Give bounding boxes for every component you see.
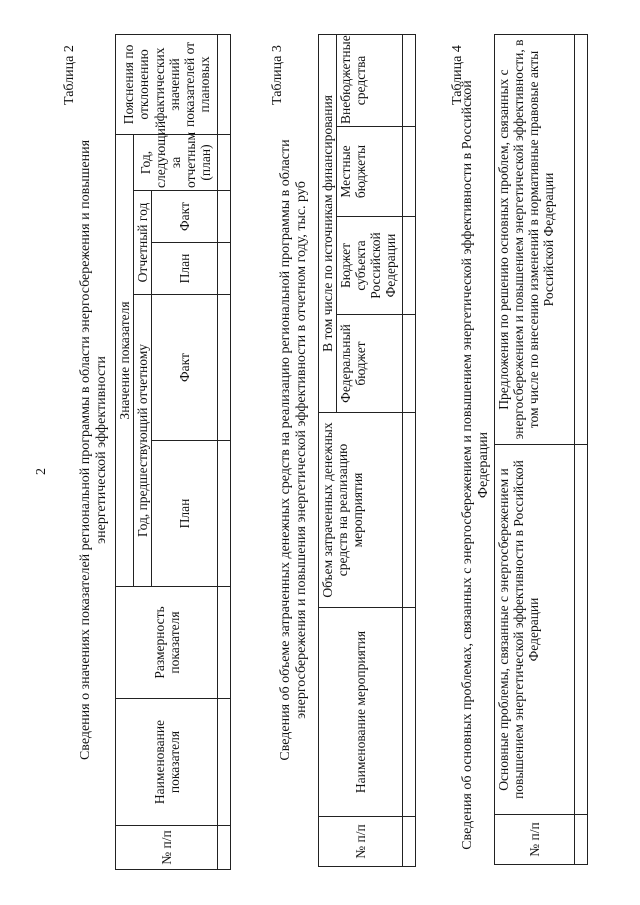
- table2-header-values: Значение показателя: [116, 134, 134, 586]
- table-row: [575, 35, 588, 865]
- table4: [494, 34, 588, 865]
- table2-header-next-year: Год, следующий за отчетным (план): [134, 134, 218, 190]
- table2-header-explanation: Пояснения по отклонению фактических значений показателей от плановых: [116, 34, 218, 134]
- table2-label: Таблица 2: [62, 45, 77, 105]
- table2-header-prev-fact: Факт: [152, 295, 218, 441]
- table3-header-federal: Федеральный бюджет: [337, 315, 403, 413]
- table4-label: Таблица 4: [450, 45, 465, 105]
- table2-header-unit: Размерность показателя: [116, 587, 218, 699]
- page-number: 2: [34, 468, 49, 475]
- table3-header-sources: В том числе по источникам финансирования: [319, 34, 337, 412]
- table3: [318, 34, 416, 867]
- table2-header-report-year: Отчетный год: [134, 191, 152, 295]
- table4-header-num: № п/п: [495, 815, 575, 865]
- table2-header-prev-year: Год, предшествующий отчетному: [134, 295, 152, 587]
- table-row: [218, 34, 231, 869]
- table3-label: Таблица 3: [270, 45, 285, 105]
- table3-header-volume: Объем затраченных денежных средств на реализацию мероприятия: [319, 413, 403, 608]
- table2-header-report-plan: План: [152, 243, 218, 295]
- table4-header-proposals: Предложения по решению основных проблем, связанных с энергосбережением и повышением энергетической эффективности, в том числе по внесению изменений в нормативные правовые акты Российской Федерации: [495, 35, 575, 445]
- table3-header-extra: Внебюджетные средства: [337, 34, 403, 126]
- table4-title: Сведения об основных проблемах, связанных с энергосбережением и повышением энергетической эффективности в Российской Федерации: [460, 80, 492, 850]
- table3-header-subject: Бюджет субъекта Российской Федерации: [337, 217, 403, 315]
- table2-header-prev-plan: План: [152, 441, 218, 587]
- table2: [115, 34, 231, 870]
- table2-header-report-fact: Факт: [152, 191, 218, 243]
- table3-header-local: Местные бюджеты: [337, 127, 403, 217]
- table-row: [403, 34, 416, 866]
- table3-header-num: № п/п: [319, 817, 403, 867]
- table2-title: Сведения о значениях показателей региональной программы в области энергосбережения и повышения энергетической эффективности: [78, 139, 110, 761]
- table4-header-problems: Основные проблемы, связанные с энергосбережением и повышением энергетической эффективности в Российской Федерации: [495, 445, 575, 815]
- table3-header-name: Наименование мероприятия: [319, 608, 403, 817]
- table2-header-num: № п/п: [116, 826, 218, 870]
- table2-header-name: Наименование показателя: [116, 699, 218, 826]
- table3-title: Сведения об объеме затраченных денежных средств на реализацию региональной программы в области энергосбережения и повышения энергетической эффективности в отчетном году, тыс. руб: [278, 139, 310, 761]
